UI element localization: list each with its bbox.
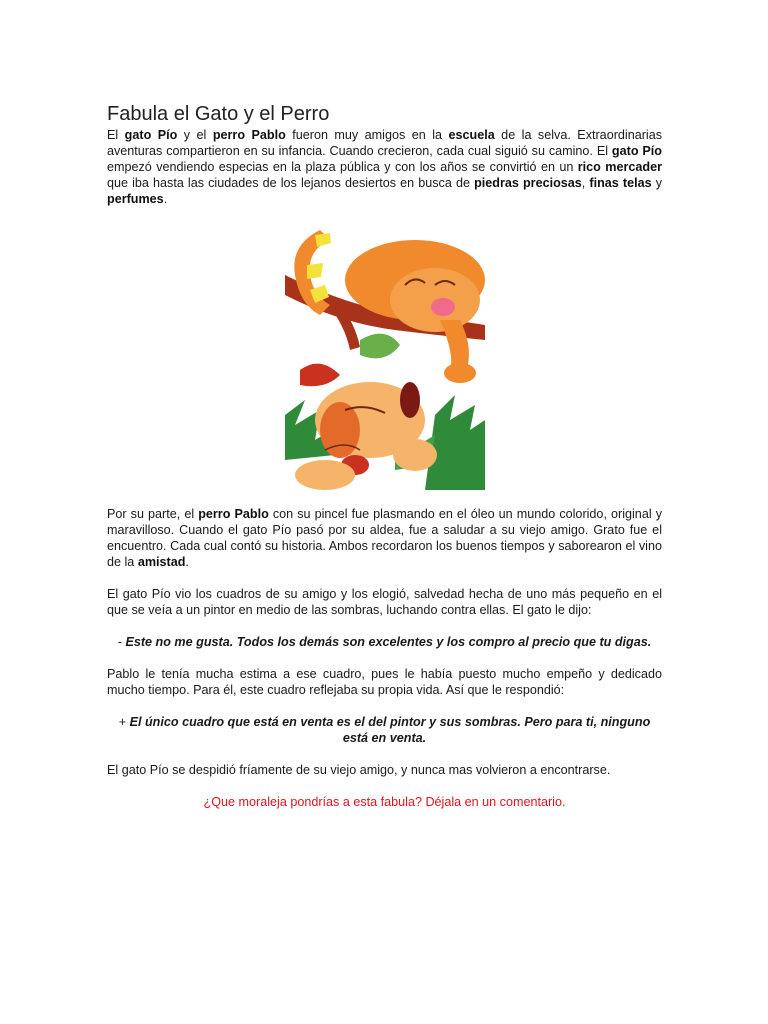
- p2-segment: amistad: [137, 555, 186, 569]
- quote-2-mark: +: [118, 715, 130, 729]
- p1-segment: y el: [177, 128, 213, 142]
- p2-segment: .: [185, 555, 189, 569]
- quote-2: [107, 714, 662, 746]
- p1-segment: gato Pío: [611, 144, 662, 158]
- p1-segment: de la selva. Extraordinarias aventuras compartieron en su infancia. Cuando crecieron, cada cual siguió su camino. El: [107, 128, 662, 158]
- quote-1-text: Este no me gusta. Todos los demás son excelentes y los compro al precio que tu digas.: [125, 635, 652, 649]
- paragraph-1: [107, 127, 662, 207]
- p1-segment: ,: [581, 176, 590, 190]
- p1-segment: perfumes: [107, 192, 164, 206]
- moral-question: ¿Que moraleja pondrías a esta fabula? Déjala en un comentario.: [203, 795, 566, 809]
- p1-segment: finas telas: [589, 176, 652, 190]
- p1-segment: .: [163, 192, 168, 206]
- paragraph-4: Pablo le tenía mucha estima a ese cuadro, pues le había puesto mucho empeño y dedicado mucho tiempo. Para él, este cuadro reflejaba su propia vida. Así que le respondió:: [107, 667, 662, 697]
- p1-segment: rico mercader: [577, 160, 662, 174]
- quote-1-mark: -: [117, 635, 126, 649]
- p1-segment: y: [651, 176, 662, 190]
- paragraph-3: El gato Pío vio los cuadros de su amigo y los elogió, salvedad hecha de uno más pequeño en el que se veía a un pintor en medio de las sombras, luchando contra ellas. El gato le dijo:: [107, 587, 662, 617]
- p1-segment: que iba hasta las ciudades de los lejanos desiertos en busca de: [107, 176, 475, 190]
- quote-2-text: El único cuadro que está en venta es el del pintor y sus sombras. Pero para ti, ninguno está en venta.: [129, 715, 651, 745]
- paragraph-2: [107, 506, 662, 570]
- document-page: [107, 102, 662, 810]
- p1-segment: escuela: [448, 128, 495, 142]
- p2-segment: perro Pablo: [198, 507, 269, 521]
- p2-segment: con su pincel fue plasmando en el óleo un mundo colorido, original y maravilloso. Cuando el gato Pío pasó por su aldea, fue a saludar a su viejo amigo. Grato fue el encuentro. Cada cual contó su historia. Ambos recordaron los buenos tiempos y saborearon el vino de la: [107, 507, 662, 569]
- cat-dog-illustration: [285, 225, 485, 490]
- p1-segment: empezó vendiendo especias en la plaza pública y con los años se convirtió en un: [107, 160, 578, 174]
- document-title: Fabula el Gato y el Perro: [107, 103, 330, 125]
- p1-segment: El: [107, 128, 125, 142]
- p1-segment: perro Pablo: [212, 128, 286, 142]
- p1-segment: gato Pío: [124, 128, 178, 142]
- p1-segment: fueron muy amigos en la: [285, 128, 449, 142]
- p2-segment: Por su parte, el: [107, 507, 199, 521]
- p1-segment: piedras preciosas: [474, 176, 582, 190]
- paragraph-5: El gato Pío se despidió fríamente de su viejo amigo, y nunca mas volvieron a encontrarse.: [107, 763, 611, 777]
- quote-1: [107, 634, 662, 650]
